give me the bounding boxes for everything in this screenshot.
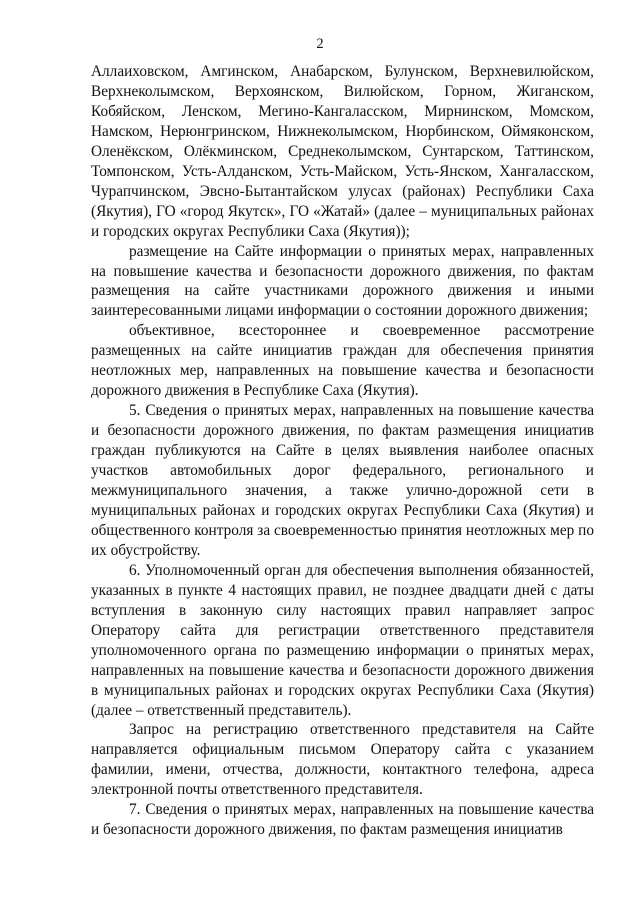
paragraph-district-list: Аллаиховском, Амгинском, Анабарском, Булунском, Верхневилюйском, Верхнеколымском, Верхоянском, Вилюйском, Горном, Жиганском, Кобяйском, Ленском, Мегино-Кангаласском, Мирнинском, Момском, Намском, Нерюнгринском, Нижнеколымском, Нюрбинском, Оймяконском, Оленёкском, Олёкминском, Среднеколымском, Сунтарском, Таттинском, Томпонском, Усть-Алданском, Усть-Майском, Усть-Янском, Хангаласском, Чурапчинском, Эвсно-Бытантайском улусах (районах) Республики Саха (Якутия), ГО «город Якутск», ГО «Жатай» (далее – муниципальных районах и городских округах Республики Саха (Якутия)); bbox=[91, 63, 594, 240]
paragraph-clause-6: 6. Уполномоченный орган для обеспечения выполнения обязанностей, указанных в пункте 4 настоящих правил, не позднее двадцати дней с даты вступления в законную силу настоящих правил направляет запрос Оператору сайта для регистрации ответственного представителя уполномоченного органа по размещению информации о принятых мерах, направленных на повышение качества и безопасности дорожного движения в муниципальных районах и городских округах Республики Саха (Якутия) (далее – ответственный представитель). bbox=[91, 561, 594, 719]
paragraph-clause-5: 5. Сведения о принятых мерах, направленных на повышение качества и безопасности дорожного движения, по фактам размещения инициатив граждан публикуются на Сайте в целях выявления наиболее опасных участков автомобильных дорог федерального, регионального и межмуниципального значения, а также улично-дорожной сети в муниципальных районах и городских округах Республики Саха (Якутия) и общественного контроля за своевременностью принятия неотложных мер по их обустройству. bbox=[91, 402, 594, 559]
document-body bbox=[91, 62, 594, 840]
paragraph-initiative-review: объективное, всестороннее и своевременное рассмотрение размещенных на сайте инициатив граждан для обеспечения принятия неотложных мер, направленных на повышение качества и безопасности дорожного движения в Республике Саха (Якутия). bbox=[91, 322, 594, 400]
paragraph-registration-request: Запрос на регистрацию ответственного представителя на Сайте направляется официальным письмом Оператору сайта с указанием фамилии, имени, отчества, должности, контактного телефона, адреса электронной почты ответственного представителя. bbox=[91, 721, 594, 799]
paragraph-clause-7: 7. Сведения о принятых мерах, направленных на повышение качества и безопасности дорожного движения, по фактам размещения инициатив bbox=[91, 801, 594, 839]
paragraph-site-publication: размещение на Сайте информации о принятых мерах, направленных на повышение качества и безопасности дорожного движения, по фактам размещения на сайте участниками дорожного движения и иными заинтересованными лицами информации о состоянии дорожного движения; bbox=[91, 242, 594, 320]
page-number: 2 bbox=[316, 36, 324, 52]
